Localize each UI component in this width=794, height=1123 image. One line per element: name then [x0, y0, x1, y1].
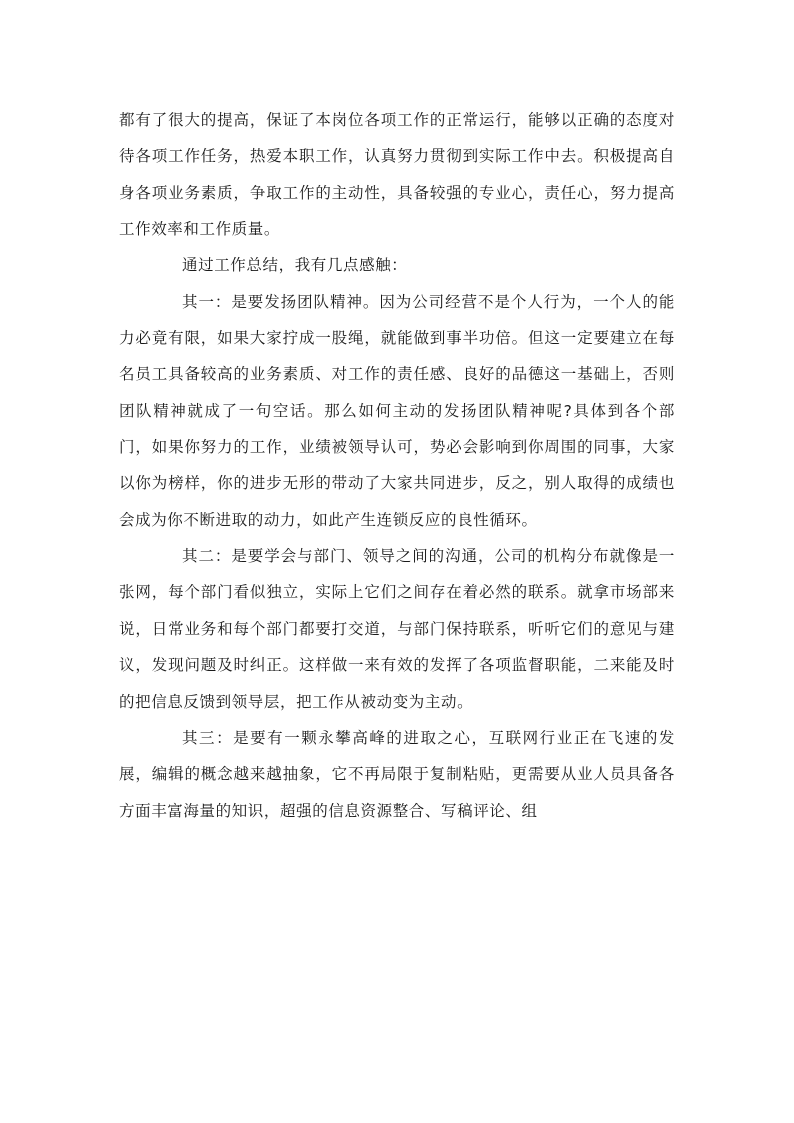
paragraph-point-one: 其一：是要发扬团队精神。因为公司经营不是个人行为，一个人的能力必竟有限，如果大家拧成一股绳，就能做到事半功倍。但这一定要建立在每名员工具备较高的业务素质、对工作的责任感、良好的品德这一基础上，否则团队精神就成了一句空话。那么如何主动的发扬团队精神呢?具体到各个部门，如果你努力的工作，业绩被领导认可，势必会影响到你周围的同事，大家以你为榜样，你的进步无形的带动了大家共同进步，反之，别人取得的成绩也会成为你不断进取的动力，如此产生连锁反应的良性循环。 [119, 292, 675, 529]
body-text [119, 102, 675, 829]
paragraph-point-three: 其三：是要有一颗永攀高峰的进取之心，互联网行业正在飞速的发展，编辑的概念越来越抽象，它不再局限于复制粘贴，更需要从业人员具备各方面丰富海量的知识，超强的信息资源整合、写稿评论、组 [119, 728, 675, 820]
paragraph-continued: 都有了很大的提高，保证了本岗位各项工作的正常运行，能够以正确的态度对待各项工作任务，热爱本职工作，认真努力贯彻到实际工作中去。积极提高自身各项业务素质，争取工作的主动性，具备较强的专业心，责任心，努力提高工作效率和工作质量。 [119, 111, 675, 239]
paragraph-point-two: 其二：是要学会与部门、领导之间的沟通，公司的机构分布就像是一张网，每个部门看似独立，实际上它们之间存在着必然的联系。就拿市场部来说，日常业务和每个部门都要打交道，与部门保持联系，听听它们的意见与建议，发现问题及时纠正。这样做一来有效的发挥了各项监督职能，二来能及时的把信息反馈到领导层，把工作从被动变为主动。 [119, 547, 675, 711]
paragraph-summary-intro: 通过工作总结，我有几点感触： [182, 256, 408, 275]
